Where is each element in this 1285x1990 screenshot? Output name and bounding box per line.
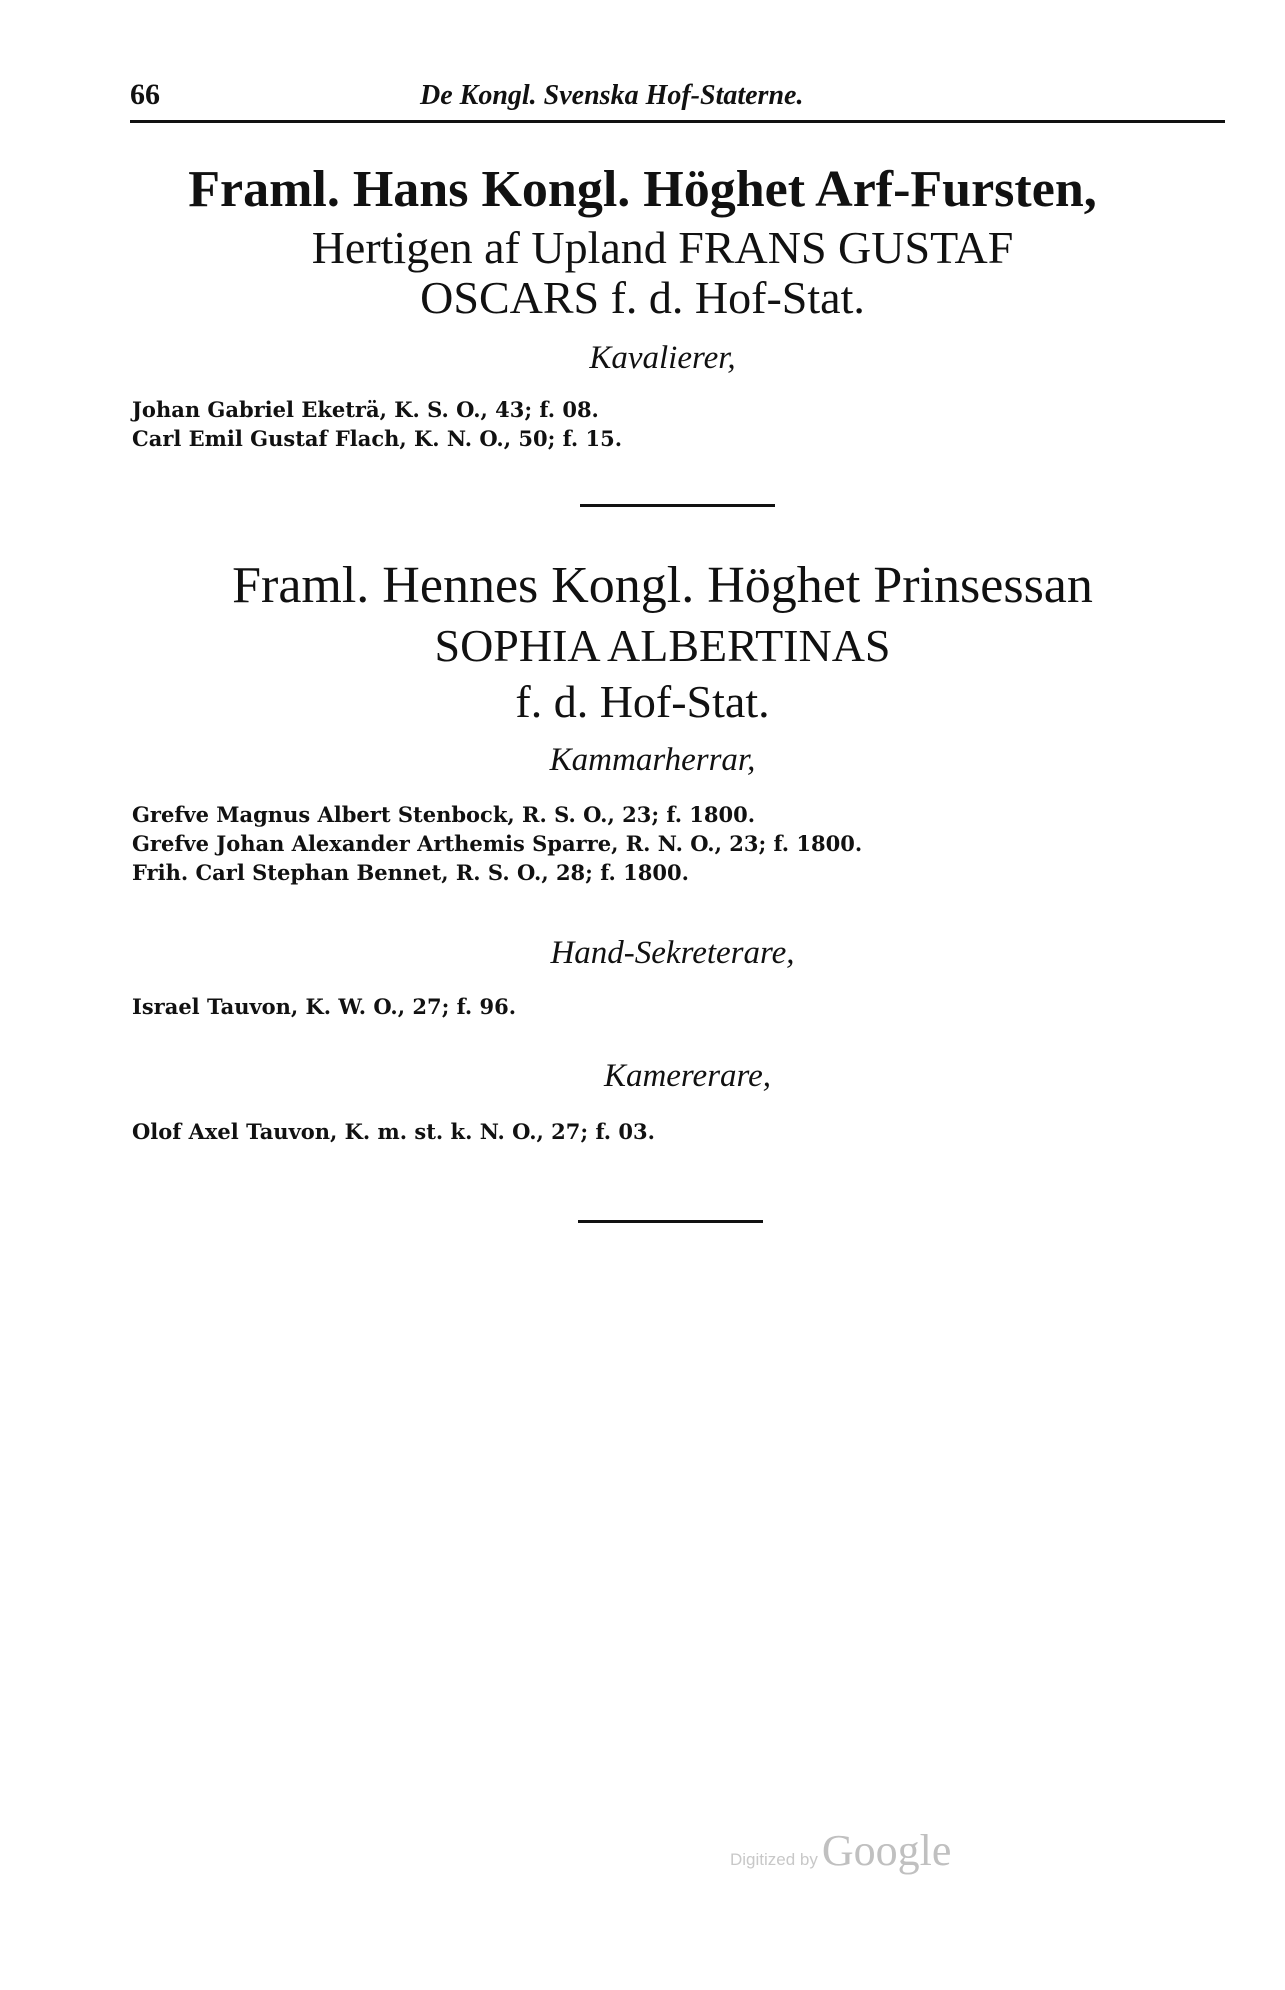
section1-title-line1: Framl. Hans Kongl. Höghet Arf-Fursten, [188,161,1097,218]
page-header [130,78,1225,122]
page-number: 66 [130,78,160,111]
digitized-watermark [730,1825,951,1876]
list-item: Grefve Magnus Albert Stenbock, R. S. O., 23; f. 1800. [132,802,756,827]
section1-entries [132,395,622,453]
section1-title-line2: Hertigen af Upland FRANS GUSTAF [311,222,1014,273]
google-logo: Google [821,1826,952,1875]
list-item: Frih. Carl Stephan Bennet, R. S. O., 28; f. 1800. [132,860,689,885]
section2-title-line2: SOPHIA ALBERTINAS [434,620,891,671]
header-rule [130,120,1225,123]
digitized-by-text: Digitized by [730,1850,818,1869]
kammarherrar-heading: Kammarherrar, [549,742,756,778]
section-separator [580,504,775,507]
list-item: Carl Emil Gustaf Flach, K. N. O., 50; f. 15. [132,426,623,451]
list-item: Olof Axel Tauvon, K. m. st. k. N. O., 27; f. 03. [132,1119,655,1144]
hand-sekreterare-heading: Hand-Sekreterare, [550,935,795,971]
list-item: Israel Tauvon, K. W. O., 27; f. 96. [132,994,517,1019]
section2-title-line1: Framl. Hennes Kongl. Höghet Prinsessan [232,557,1093,614]
list-item: Johan Gabriel Eketrä, K. S. O., 43; f. 08. [132,397,599,422]
kammarherrar-entries [132,800,862,887]
running-title: De Kongl. Svenska Hof-Staterne. [420,80,804,111]
section2-title-line3: f. d. Hof-Stat. [515,676,770,727]
section1-title-line3: OSCARS f. d. Hof-Stat. [420,272,865,323]
kamererare-entries [132,1117,655,1146]
section1-subheading: Kavalierer, [589,340,736,376]
section-separator [578,1220,763,1223]
list-item: Grefve Johan Alexander Arthemis Sparre, R. N. O., 23; f. 1800. [132,831,863,856]
hand-sekreterare-entries [132,992,516,1021]
kamererare-heading: Kamererare, [603,1058,772,1094]
